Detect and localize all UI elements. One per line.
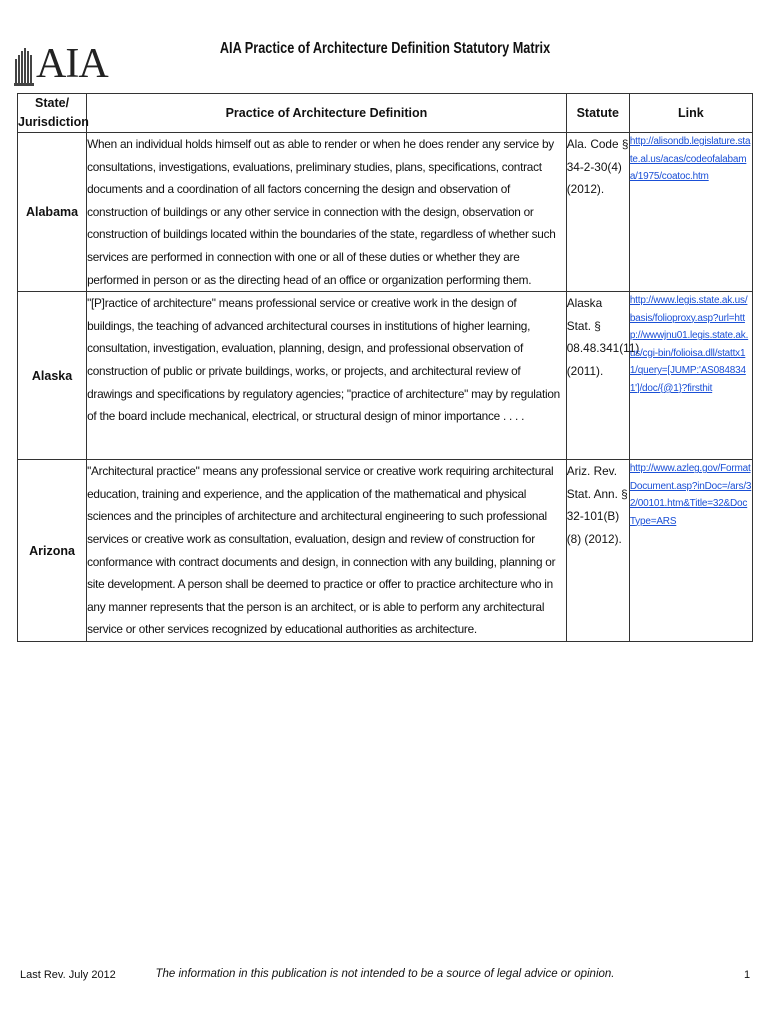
definition-cell: When an individual holds himself out as able to render or when he does render any service by consultations, investigations, evaluations, preliminary studies, plans, specifications, contract documents and a coordination of all factors concerning the design and observation of construction of buildings or any other service in connection with the design, observation or construction of buildings located within the boundaries of the state, regardless of whether such services are performed in connection with one or all of these duties or whether they are performed in person or as the directing head of an office or organization performing them. <box>87 133 567 292</box>
header-definition: Practice of Architecture Definition <box>87 94 567 133</box>
statute-cell: Alaska Stat. § 08.48.341(11) (2011). <box>566 292 629 460</box>
state-cell: Alabama <box>18 133 87 292</box>
state-cell: Alaska <box>18 292 87 460</box>
table-row <box>18 133 753 292</box>
page-title: AIA Practice of Architecture Definition Statutory Matrix <box>219 40 551 57</box>
revision-date: Last Rev. July 2012 <box>20 969 116 981</box>
header-statute: Statute <box>566 94 629 133</box>
table-row <box>18 460 753 642</box>
statute-cell: Ariz. Rev. Stat. Ann. § 32-101(B)(8) (2012). <box>566 460 629 642</box>
table-header-row <box>18 94 753 133</box>
statutory-matrix-table <box>17 93 753 642</box>
page-number: 1 <box>744 969 751 981</box>
legal-disclaimer: The information in this publication is not intended to be a source of legal advice or opinion. <box>155 968 615 980</box>
table-row <box>18 292 753 460</box>
statute-cell: Ala. Code § 34-2-30(4) (2012). <box>566 133 629 292</box>
definition-cell: "[P]ractice of architecture" means professional service or creative work in the design of buildings, the teaching of advanced architectural courses in institutions of higher learning, consultation, investigation, evaluation, planning, design, and professional observation of construction of public or private buildings, works, or projects, and architectural review of drawings and specifications by regulatory agencies; "practice of architecture" may by regulation of the board include mechanical, electrical, or structural design of minor importance . . . . <box>87 292 567 460</box>
aia-logo-text: AIA <box>36 41 108 87</box>
link-cell[interactable]: http://www.azleg.gov/FormatDocument.asp?inDoc=/ars/32/00101.htm&Title=32&DocType=ARS <box>629 460 752 642</box>
link-cell[interactable]: http://www.legis.state.ak.us/basis/folioproxy.asp?url=http://wwwjnu01.legis.state.ak.us/cgi-bin/folioisa.dll/stattx11/query=[JUMP:'AS0848341']/doc/{@1}?firsthit <box>629 292 752 460</box>
state-cell: Arizona <box>18 460 87 642</box>
definition-cell: "Architectural practice" means any professional service or creative work requiring architectural education, training and experience, and the application of the mathematical and physical sciences and the principles of architecture and architectural engineering to such professional services or creative work as consultation, evaluation, design and review of construction for conformance with contract documents and design, in connection with any building, planning or site development. A person shall be deemed to practice or offer to practice architecture who in any manner represents that the person is an architect, or is able to perform any architectural service or other services recognized by educational authorities as architecture. <box>87 460 567 642</box>
header-link: Link <box>629 94 752 133</box>
link-cell[interactable]: http://alisondb.legislature.state.al.us/acas/codeofalabama/1975/coatoc.htm <box>629 133 752 292</box>
header-state: State/ Jurisdiction <box>18 94 87 133</box>
